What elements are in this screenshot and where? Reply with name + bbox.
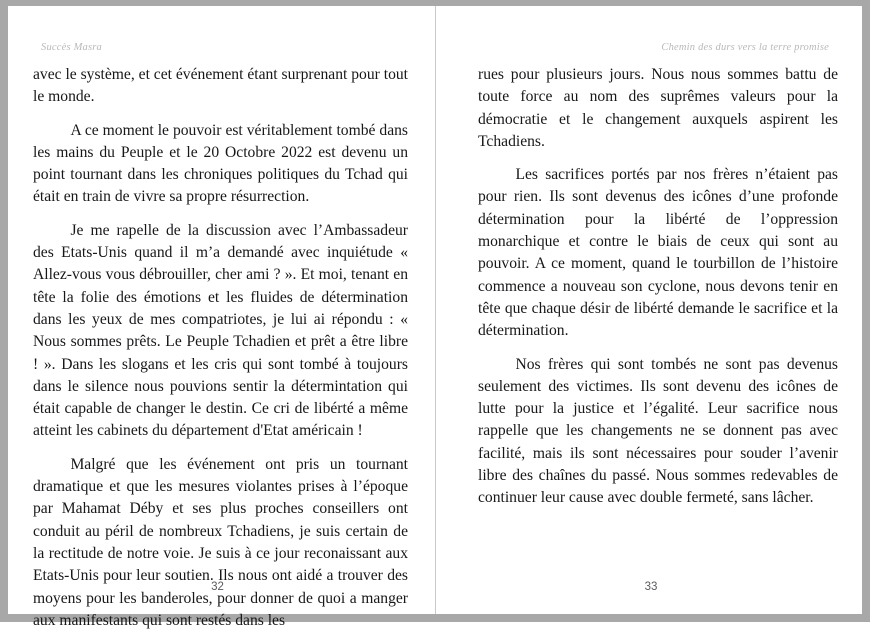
paragraph: avec le système, et cet événement étant surprenant pour tout le monde. (33, 66, 408, 106)
left-page-number: 32 (211, 581, 224, 593)
right-page-textblock (478, 64, 838, 510)
paragraph: A ce moment le pouvoir est véritablement tombé dans les mains du Peuple et le 20 Octobre 2022 est devenu un point tournant dans les chroniques politiques du Tchad qui était en train de vivre sa propre résurrection. (33, 121, 408, 206)
paragraph: Les sacrifices portés par nos frères n’étaient pas pour rien. Ils sont devenus des icônes d’une profonde détermination pour la libérté de l’oppression monarchique et contre le biais de ceux qui sont au pouvoir. A ce moment, quand le tourbillon de l’histoire commence a nouveau son cyclone, nous devons tenir en tête que chaque désir de libérté demande le sacrifice et la détermination. (478, 166, 838, 340)
book-spread (8, 6, 862, 629)
right-page (435, 6, 862, 614)
paragraph: Je me rapelle de la discussion avec l’Ambassadeur des Etats-Unis quand il m’a demandé avec inquiétude « Allez-vous vous débrouiller, cher ami ? ». Et moi, tenant en tête la folie des émotions et les fluides de détermination dans les yeux de mes compatriotes, je lui ai répondu : « Nous sommes prêts. Le Peuple Tchadien et prêt a être libre ! ». Dans les slogans et les cris qui sont tombé à toujours dans le silence nous pouvions sentir la détermintation qui était capable de changer le destin. Ce cri de libérté a même atteint les cabinets du département d'Etat américain ! (33, 221, 408, 440)
right-page-number: 33 (644, 581, 658, 593)
left-page (8, 6, 435, 629)
paragraph: Malgré que les événement ont pris un tournant dramatique et que les mesures violantes prises à l’époque par Mahamat Déby et ses plus proches conseillers ont conduit au péril de nombreux Tchadiens, je suis certain de la rectitude de notre voie. Je suis à ce jour reconaissant aux Etats-Unis pour leur soutien. Ils nous ont aidé a trouver des moyens pour les banderoles, pour donner de quoi a manger aux manifestants qui sont restés dans les (33, 455, 408, 629)
right-running-head: Chemin des durs vers la terre promise (661, 42, 829, 53)
left-running-head: Succès Masra (41, 42, 103, 53)
paragraph: Nos frères qui sont tombés ne sont pas devenus seulement des victimes. Ils sont devenu des icônes de lutte pour la justice et l’égalité. Leur sacrifice nous rappelle que les changements ne se donnent pas avec facilité, mais ils sont nécessaires pour souder l’avenir libre des chaînes du passé. Nous sommes redevables de continuer leur cause avec double fermeté, sans lâcher. (478, 355, 838, 507)
left-page-textblock (33, 64, 408, 632)
paragraph: rues pour plusieurs jours. Nous nous sommes battu de toute force au nom des suprêmes valeurs pour la démocratie et le changement auxquels aspirent les Tchadiens. (478, 66, 838, 150)
